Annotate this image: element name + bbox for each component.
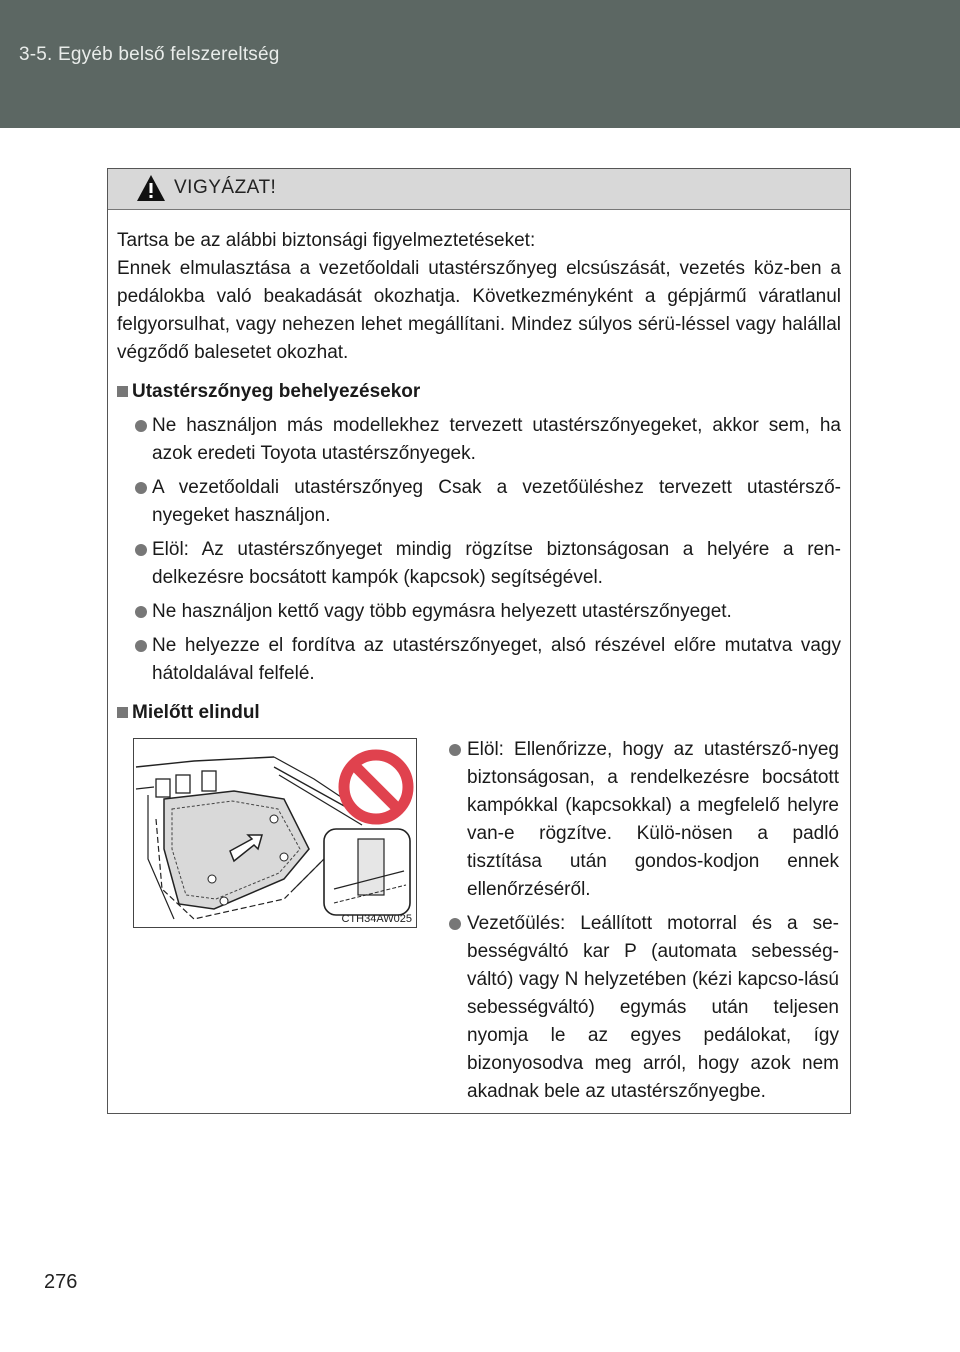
round-bullet-icon <box>135 640 147 652</box>
list-item: Vezetőülés: Leállított motorral és a se-bességváltó kar P (automata sebesség-váltó) vagy N helyzetében (kézi kapcso-lású sebességváltó) egymás után teljesen nyomja le az egyes pedálokat, így bizonyosodva meg arról, hogy azok nem akadnak bele az utastérszőnyegbe. <box>433 910 839 1106</box>
round-bullet-icon <box>449 744 461 756</box>
page-header <box>0 0 960 128</box>
list-item: A vezetőoldali utastérszőnyeg Csak a vezetőüléshez tervezett utastérsző-nyegeket használjon. <box>117 474 841 530</box>
warning-content <box>117 227 841 727</box>
list-item: Elöl: Az utastérszőnyeget mindig rögzítse biztonságosan a helyére a ren-delkezésre bocsátott kampók (kapcsok) segítségével. <box>117 536 841 592</box>
square-bullet-icon <box>117 386 128 397</box>
warning-intro-text: Ennek elmulasztása a vezetőoldali utastérszőnyeg elcsúszását, vezetés köz-ben a pedálokba való beakadását okozhatja. Következményként a gépjármű váratlanul felgyorsulhat, vagy nehezen lehet megállítani. Mindez súlyos sérü-léssel vagy halállal végződő balesetet okozhat. <box>117 258 841 363</box>
round-bullet-icon <box>449 918 461 930</box>
floor-mat-illustration <box>133 738 417 928</box>
list-item: Ne használjon más modellekhez tervezett utastérszőnyegeket, akkor sem, ha azok eredeti Toyota utastérszőnyegek. <box>117 412 841 468</box>
round-bullet-icon <box>135 420 147 432</box>
warning-title: VIGYÁZAT! <box>174 177 277 198</box>
square-bullet-icon <box>117 707 128 718</box>
round-bullet-icon <box>135 544 147 556</box>
warning-triangle-icon <box>136 174 166 202</box>
section-title: 3-5. Egyéb belső felszereltség <box>19 44 280 65</box>
warning-header <box>108 169 850 210</box>
floor-mat-drawing <box>134 739 416 927</box>
warning-intro-line1: Tartsa be az alábbi biztonsági figyelmeztetéseket: <box>117 230 536 251</box>
list-item: Ne használjon kettő vagy több egymásra helyezett utastérszőnyeget. <box>117 598 841 626</box>
list-item: Elöl: Ellenőrizze, hogy az utastérsző-nyeg biztonságosan, a rendelkezésre bocsátott kampókkal (kapcsokkal) a megfelelő helyre van-e rögzítve. Külö-nösen a padló tisztítása után gondos-kodjon ennek ellenőrzéséről. <box>433 736 839 904</box>
page-number: 276 <box>44 1271 78 1293</box>
section-heading-before-driving: Mielőtt elindul <box>117 699 841 727</box>
round-bullet-icon <box>135 606 147 618</box>
section-heading-installation: Utastérszőnyeg behelyezésekor <box>117 378 841 406</box>
illustration-code: CTH34AW025 <box>341 913 412 925</box>
round-bullet-icon <box>135 482 147 494</box>
list-item: Ne helyezze el fordítva az utastérszőnyeget, alsó részével előre mutatva vagy hátoldalával felfelé. <box>117 632 841 688</box>
before-driving-text <box>433 736 839 1106</box>
